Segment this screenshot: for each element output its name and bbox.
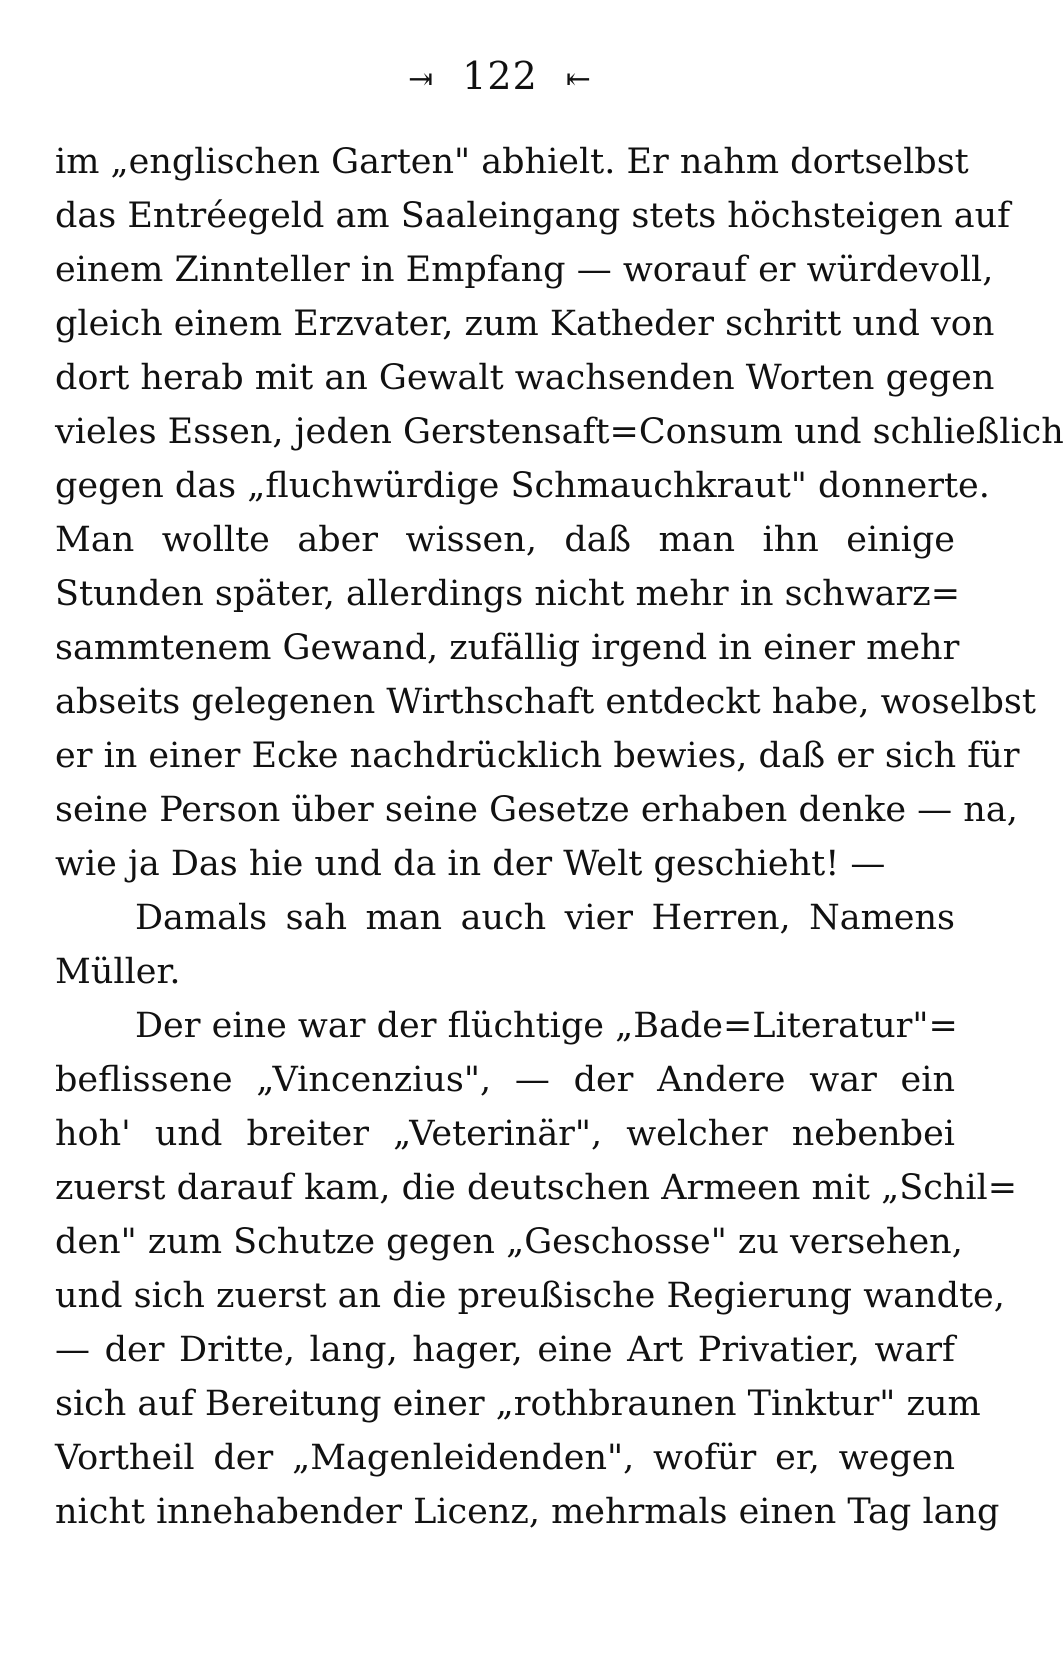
text-line: vieles Essen, jeden Gerstensaft=Consum und schließlich — [55, 412, 1064, 452]
text-line: einem Zinnteller in Empfang — worauf er würdevoll, — [55, 250, 994, 290]
text-line: Damals sah man auch vier Herren, Namens — [135, 898, 955, 938]
text-line: Man wollte aber wissen, daß man ihn einige — [55, 520, 955, 560]
text-line: beflissene „Vincenzius", — der Andere war ein — [55, 1060, 955, 1100]
page-header — [0, 52, 1000, 104]
right-arrow-ornament-icon: ⇥ — [408, 61, 435, 97]
text-line: und sich zuerst an die preußische Regierung wandte, — [55, 1276, 1005, 1316]
text-line: wie ja Das hie und da in der Welt geschieht! — — [55, 844, 886, 884]
text-line: sich auf Bereitung einer „rothbraunen Tinktur" zum — [55, 1384, 981, 1424]
text-line: Der eine war der flüchtige „Bade=Literatur"= — [135, 1006, 958, 1046]
text-line: gleich einem Erzvater, zum Katheder schritt und von — [55, 304, 995, 344]
body-text — [55, 135, 1064, 1539]
text-line: nicht innehabender Licenz, mehrmals einen Tag lang — [55, 1492, 1000, 1532]
page-number: 122 — [462, 54, 538, 98]
text-line: das Entréegeld am Saaleingang stets höchsteigen auf — [55, 196, 1011, 236]
text-line: er in einer Ecke nachdrücklich bewies, daß er sich für — [55, 736, 1020, 776]
text-line: abseits gelegenen Wirthschaft entdeckt habe, woselbst — [55, 682, 1036, 722]
text-line: — der Dritte, lang, hager, eine Art Privatier, warf — [55, 1330, 955, 1370]
text-line: zuerst darauf kam, die deutschen Armeen mit „Schil= — [55, 1168, 1018, 1208]
text-line: hoh' und breiter „Veterinär", welcher nebenbei — [55, 1114, 955, 1154]
text-line: Stunden später, allerdings nicht mehr in schwarz= — [55, 574, 961, 614]
text-line: seine Person über seine Gesetze erhaben denke — na, — [55, 790, 1018, 830]
text-line: im „englischen Garten" abhielt. Er nahm dortselbst — [55, 142, 969, 182]
text-line: Vortheil der „Magenleidenden", wofür er, wegen — [55, 1438, 955, 1478]
text-line: gegen das „fluchwürdige Schmauchkraut" donnerte. — [55, 466, 990, 506]
left-arrow-ornament-icon: ⇤ — [565, 61, 592, 97]
text-line: Müller. — [55, 952, 181, 992]
text-line: dort herab mit an Gewalt wachsenden Worten gegen — [55, 358, 995, 398]
text-line: sammtenem Gewand, zufällig irgend in einer mehr — [55, 628, 960, 668]
text-line: den" zum Schutze gegen „Geschosse" zu versehen, — [55, 1222, 963, 1262]
